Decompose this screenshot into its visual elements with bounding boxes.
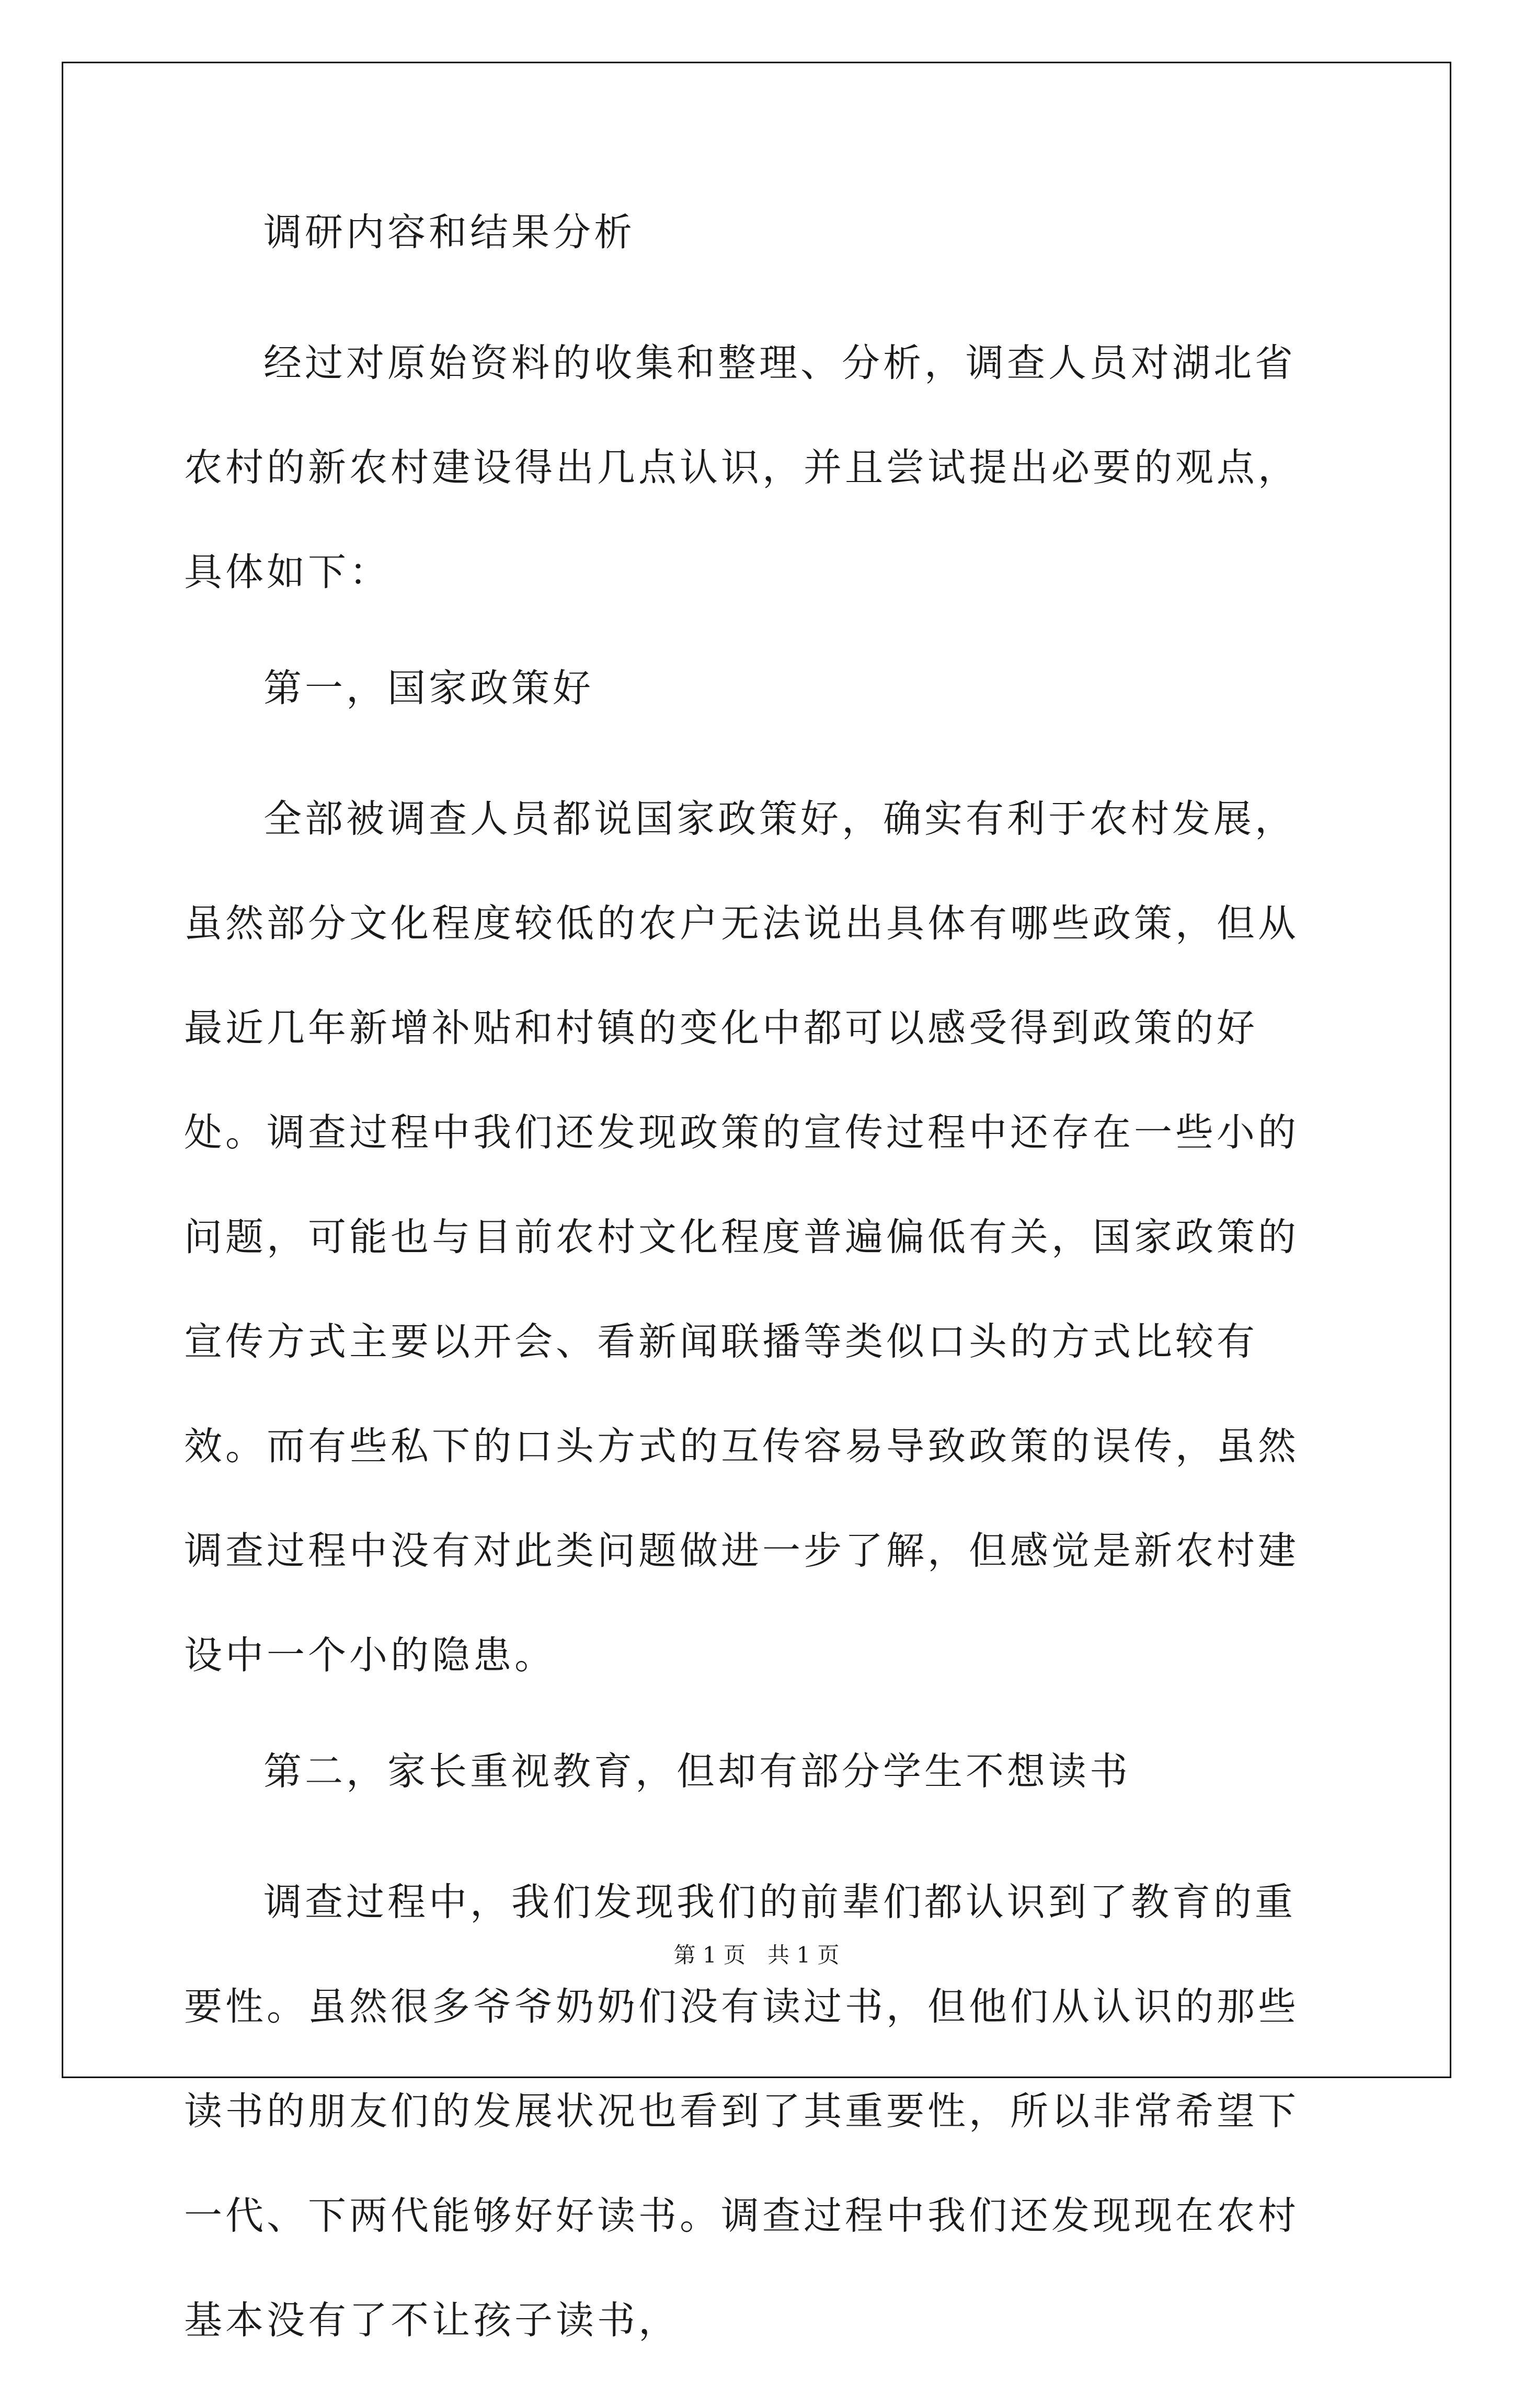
paragraph-education: 调查过程中，我们发现我们的前辈们都认识到了教育的重要性。虽然很多爷爷奶奶们没有读过书，但他们从认识的那些读书的朋友们的发展状况也看到了其重要性，所以非常希望下一代、下两代能够好好读书。调查过程中我们还发现现在农村基本没有了不让孩子读书， [184, 1880, 1299, 2343]
section-title: 调研内容和结果分析 [263, 210, 635, 255]
page-number-footer: 第 1 页 共 1 页 [673, 1942, 840, 1968]
heading-point-one: 第一，国家政策好 [263, 666, 594, 710]
heading-point-two: 第二，家长重视教育，但却有部分学生不想读书 [263, 1749, 1131, 1794]
document-body [184, 204, 1332, 2408]
paragraph-policy: 全部被调查人员都说国家政策好，确实有利于农村发展，虽然部分文化程度较低的农户无法说出具体有哪些政策，但从最近几年新增补贴和村镇的变化中都可以感受得到政策的好处。调查过程中我们还发现政策的宣传过程中还存在一些小的问题，可能也与目前农村文化程度普遍偏低有关，国家政策的宣传方式主要以开会、看新闻联播等类似口头的方式比较有效。而有些私下的口头方式的互传容易导致政策的误传，虽然调查过程中没有对此类问题做进一步了解，但感觉是新农村建设中一个小的隐患。 [184, 797, 1299, 1678]
paragraph-intro: 经过对原始资料的收集和整理、分析，调查人员对湖北省农村的新农村建设得出几点认识，并且尝试提出必要的观点，具体如下： [184, 341, 1299, 594]
